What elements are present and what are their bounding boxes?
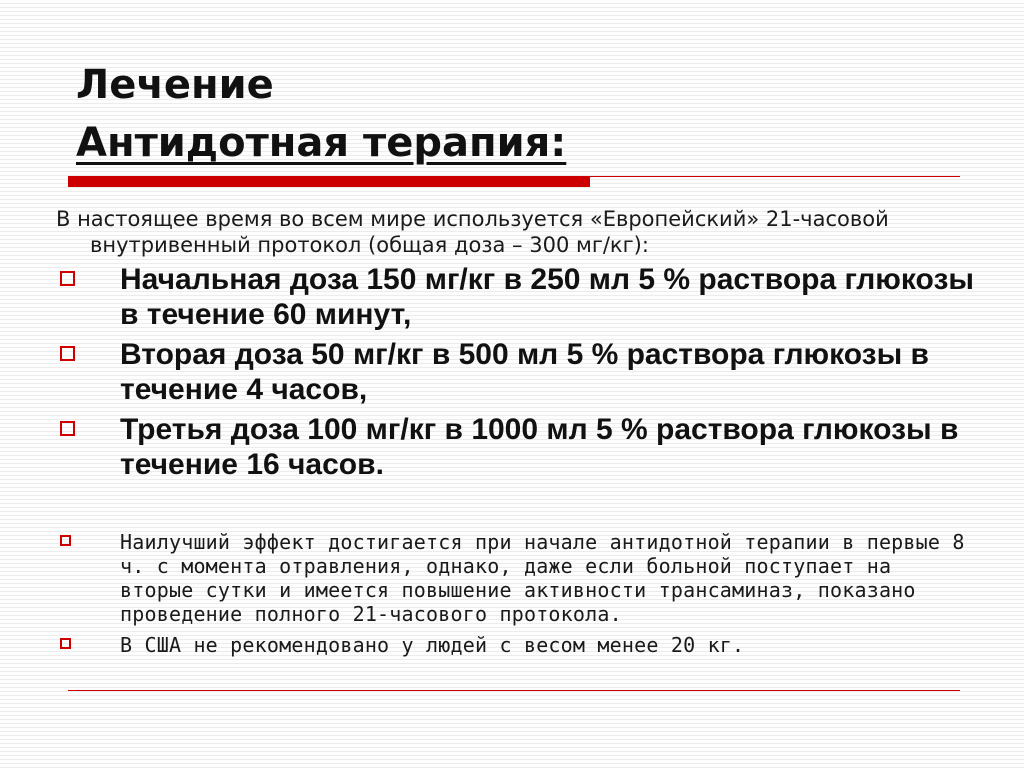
dose-item-initial: [56, 262, 976, 332]
note-item-best-effect: [56, 530, 976, 626]
title-line-antidote-therapy: Антидотная терапия:: [76, 120, 567, 166]
note-text: Наилучший эффект достигается при начале антидотной терапии в первые 8 ч. с момента отравления, однако, даже если больной поступает на вторые сутки и имеется повышение активности трансаминаз, показано проведение полного 21-часового протокола.: [120, 530, 965, 626]
dose-text: Начальная доза 150 мг/кг в 250 мл 5 % раствора глюкозы в течение 60 минут,: [120, 263, 975, 331]
dose-item-second: [56, 337, 976, 407]
note-text: В США не рекомендовано у людей с весом менее 20 кг.: [120, 633, 745, 657]
slide-title: [76, 56, 566, 172]
title-line-treatment: Лечение: [76, 62, 274, 108]
hollow-square-bullet-icon: [60, 535, 71, 546]
title-underline-thick-red-bar: [68, 176, 590, 187]
notes-list: [56, 530, 976, 664]
hollow-square-bullet-icon: [60, 638, 71, 649]
bottom-red-line: [68, 690, 960, 691]
hollow-square-bullet-icon: [60, 421, 75, 436]
title-underline-thin-red-line: [590, 176, 960, 177]
hollow-square-bullet-icon: [60, 271, 75, 286]
dose-text: Вторая доза 50 мг/кг в 500 мл 5 % раствора глюкозы в течение 4 часов,: [120, 338, 929, 406]
intro-paragraph: В настоящее время во всем мире используется «Европейский» 21-часовой внутривенный протокол (общая доза – 300 мг/кг):: [56, 207, 889, 257]
dose-item-third: [56, 412, 976, 482]
dose-text: Третья доза 100 мг/кг в 1000 мл 5 % раствора глюкозы в течение 16 часов.: [120, 413, 959, 481]
note-item-usa: [56, 633, 976, 657]
hollow-square-bullet-icon: [60, 346, 75, 361]
dose-list: [56, 262, 976, 487]
